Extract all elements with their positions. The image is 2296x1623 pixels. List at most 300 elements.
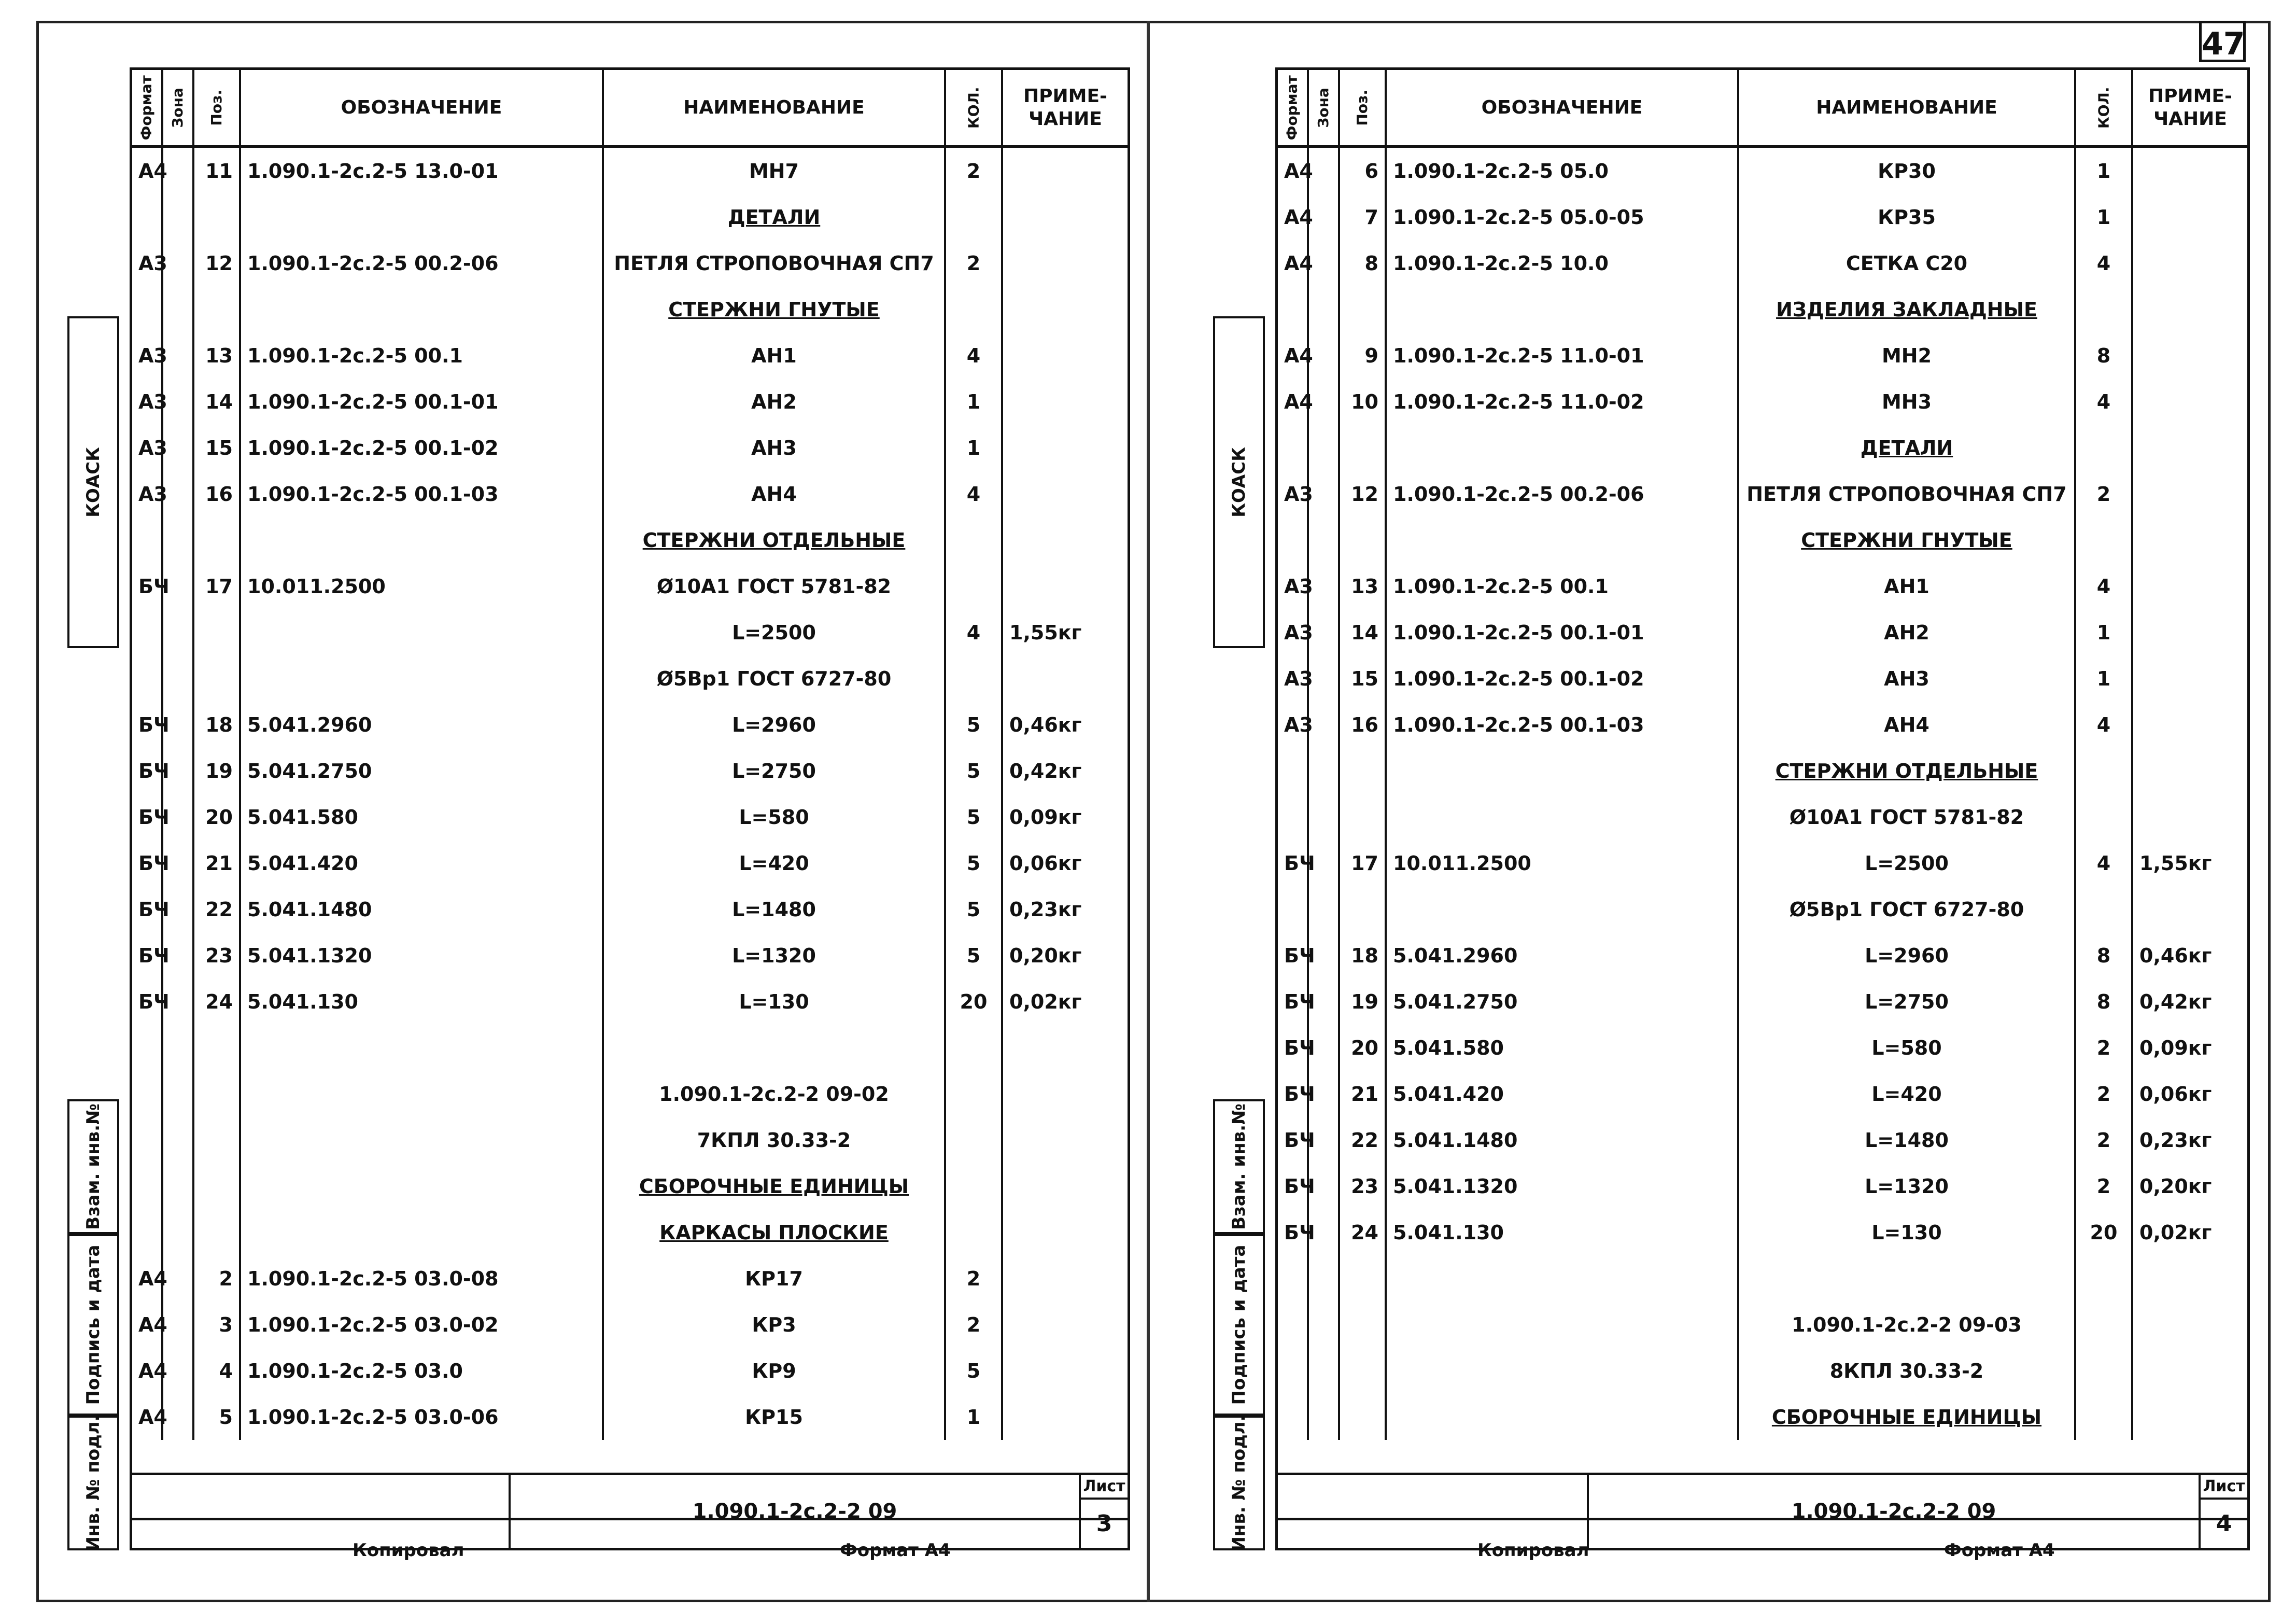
row-zone <box>1309 1071 1340 1117</box>
row-pos <box>194 1117 241 1163</box>
row-name: L=2500 <box>604 609 946 655</box>
row-pos <box>194 1071 241 1117</box>
row-format: БЧ <box>132 932 163 978</box>
sheet-number: 3 <box>1096 1510 1112 1537</box>
row-format: А3 <box>1278 655 1309 702</box>
row-designation: 5.041.1480 <box>1387 1117 1739 1163</box>
row-designation: 10.011.2500 <box>1387 840 1739 886</box>
row-pos: 17 <box>1340 840 1387 886</box>
copied-label: Копировал <box>1477 1540 1589 1561</box>
row-name: L=1480 <box>1739 1117 2076 1163</box>
header-zone: Зона <box>1309 70 1340 148</box>
row-note <box>2133 655 2247 702</box>
row-name: СТЕРЖНИ ОТДЕЛЬНЫЕ <box>604 517 946 563</box>
row-zone <box>1309 1302 1340 1348</box>
row-name: СБОРОЧНЫЕ ЕДИНИЦЫ <box>1739 1394 2076 1440</box>
row-designation: 1.090.1-2с.2-5 00.1-02 <box>241 425 604 471</box>
row-name: L=580 <box>1739 1025 2076 1071</box>
row-zone <box>1309 194 1340 240</box>
row-zone <box>163 194 194 240</box>
row-format <box>1278 517 1309 563</box>
row-name: АН3 <box>604 425 946 471</box>
header-zone: Зона <box>163 70 194 148</box>
row-qty: 4 <box>2076 379 2133 425</box>
row-designation: 1.090.1-2с.2-5 05.0 <box>1387 148 1739 194</box>
inv-replace-stamp: Взам. инв.№ <box>1213 1099 1265 1234</box>
row-pos: 5 <box>194 1394 241 1440</box>
row-format: А4 <box>132 1394 163 1440</box>
row-name: L=420 <box>1739 1071 2076 1117</box>
row-pos <box>194 1025 241 1071</box>
sheet-label: Лист <box>2201 1475 2247 1500</box>
row-pos <box>1340 1255 1387 1302</box>
row-zone <box>163 702 194 748</box>
row-qty: 8 <box>2076 932 2133 978</box>
row-designation: 1.090.1-2с.2-5 03.0-06 <box>241 1394 604 1440</box>
row-format: БЧ <box>1278 1117 1309 1163</box>
row-designation: 1.090.1-2с.2-5 00.1-02 <box>1387 655 1739 702</box>
row-name: Ø5Вр1 ГОСТ 6727-80 <box>1739 886 2076 932</box>
row-name: L=130 <box>604 978 946 1025</box>
row-note <box>2133 379 2247 425</box>
row-name: ДЕТАЛИ <box>604 194 946 240</box>
row-note <box>1003 1255 1128 1302</box>
row-pos: 14 <box>1340 609 1387 655</box>
row-qty: 1 <box>2076 609 2133 655</box>
row-zone <box>163 1348 194 1394</box>
row-designation: 5.041.1320 <box>241 932 604 978</box>
row-designation <box>1387 794 1739 840</box>
row-name: АН1 <box>604 332 946 379</box>
row-name: L=1480 <box>604 886 946 932</box>
row-zone <box>1309 978 1340 1025</box>
row-pos <box>1340 1302 1387 1348</box>
row-note: 0,09кг <box>1009 805 1082 829</box>
title-block-empty <box>132 1475 511 1548</box>
row-qty: 5 <box>946 840 1003 886</box>
header-note: ПРИМЕ- ЧАНИЕ <box>1003 70 1128 148</box>
row-format: БЧ <box>132 978 163 1025</box>
row-pos <box>1340 1394 1387 1440</box>
row-name: СТЕРЖНИ ГНУТЫЕ <box>1739 517 2076 563</box>
row-qty: 4 <box>946 471 1003 517</box>
koask-stamp: КОАСК <box>1213 316 1265 648</box>
row-format <box>1278 886 1309 932</box>
row-designation <box>241 1163 604 1209</box>
row-format <box>132 655 163 702</box>
row-qty: 8 <box>2076 332 2133 379</box>
row-name: Ø10А1 ГОСТ 5781-82 <box>604 563 946 609</box>
row-pos <box>194 655 241 702</box>
row-qty: 5 <box>946 932 1003 978</box>
row-qty: 4 <box>2076 240 2133 286</box>
row-designation <box>241 517 604 563</box>
row-pos <box>1340 286 1387 332</box>
row-qty <box>946 1117 1003 1163</box>
row-zone <box>163 332 194 379</box>
row-note: 0,20кг <box>2139 1174 2212 1198</box>
row-zone <box>1309 471 1340 517</box>
sheet-label: Лист <box>1081 1475 1128 1500</box>
corner-sheet-number: 47 <box>2199 21 2246 62</box>
row-qty: 1 <box>2076 655 2133 702</box>
row-zone <box>1309 240 1340 286</box>
page-fold <box>1147 21 1150 1602</box>
row-zone <box>163 563 194 609</box>
row-zone <box>163 609 194 655</box>
row-note <box>2133 471 2247 517</box>
row-name: L=2500 <box>1739 840 2076 886</box>
row-designation: 1.090.1-2с.2-5 13.0-01 <box>241 148 604 194</box>
row-qty <box>946 517 1003 563</box>
row-qty: 20 <box>2076 1209 2133 1255</box>
row-designation: 5.041.1320 <box>1387 1163 1739 1209</box>
row-note <box>2133 240 2247 286</box>
row-format: БЧ <box>132 794 163 840</box>
row-name: КР35 <box>1739 194 2076 240</box>
row-designation: 5.041.130 <box>1387 1209 1739 1255</box>
row-format <box>132 286 163 332</box>
row-pos: 19 <box>194 748 241 794</box>
row-designation <box>1387 517 1739 563</box>
row-format: А3 <box>132 332 163 379</box>
row-pos <box>194 517 241 563</box>
row-note <box>1003 1025 1128 1071</box>
row-zone <box>163 932 194 978</box>
header-qty: КОЛ. <box>946 70 1003 148</box>
row-designation <box>1387 1394 1739 1440</box>
row-note <box>2133 1348 2247 1394</box>
row-pos: 24 <box>1340 1209 1387 1255</box>
row-name: Ø5Вр1 ГОСТ 6727-80 <box>604 655 946 702</box>
row-zone <box>163 148 194 194</box>
row-pos: 22 <box>194 886 241 932</box>
row-qty <box>2076 794 2133 840</box>
row-designation: 1.090.1-2с.2-5 11.0-01 <box>1387 332 1739 379</box>
row-qty: 2 <box>2076 1071 2133 1117</box>
row-pos <box>1340 748 1387 794</box>
row-pos: 17 <box>194 563 241 609</box>
row-note: 0,46кг <box>1009 713 1082 736</box>
row-designation <box>1387 1302 1739 1348</box>
row-name: АН2 <box>1739 609 2076 655</box>
row-zone <box>163 1255 194 1302</box>
row-name: АН1 <box>1739 563 2076 609</box>
row-designation <box>241 286 604 332</box>
row-designation: 1.090.1-2с.2-5 00.1-03 <box>241 471 604 517</box>
row-pos <box>1340 425 1387 471</box>
row-note <box>1003 517 1128 563</box>
row-pos: 16 <box>1340 702 1387 748</box>
doc-code: 1.090.1-2с.2-2 09 <box>1589 1475 2201 1548</box>
row-format <box>132 517 163 563</box>
row-pos: 23 <box>1340 1163 1387 1209</box>
row-pos: 4 <box>194 1348 241 1394</box>
row-qty: 2 <box>2076 1025 2133 1071</box>
row-zone <box>163 1071 194 1117</box>
row-zone <box>163 1163 194 1209</box>
header-qty: КОЛ. <box>2076 70 2133 148</box>
row-format: А4 <box>132 1302 163 1348</box>
row-pos: 20 <box>194 794 241 840</box>
row-zone <box>1309 425 1340 471</box>
row-note <box>1003 240 1128 286</box>
inv-orig-stamp: Инв. № подл. <box>1213 1416 1265 1550</box>
row-qty: 8 <box>2076 978 2133 1025</box>
row-designation: 1.090.1-2с.2-5 00.2-06 <box>241 240 604 286</box>
row-name: L=580 <box>604 794 946 840</box>
row-format: А4 <box>132 1255 163 1302</box>
row-note: 0,20кг <box>1009 944 1082 967</box>
row-pos: 21 <box>194 840 241 886</box>
row-format: А3 <box>1278 609 1309 655</box>
row-pos: 9 <box>1340 332 1387 379</box>
row-name: L=420 <box>604 840 946 886</box>
row-designation: 5.041.130 <box>241 978 604 1025</box>
row-zone <box>1309 886 1340 932</box>
row-designation <box>1387 1255 1739 1302</box>
row-name: ДЕТАЛИ <box>1739 425 2076 471</box>
row-designation: 5.041.420 <box>241 840 604 886</box>
row-note: 0,23кг <box>1009 898 1082 921</box>
row-designation: 5.041.2750 <box>241 748 604 794</box>
row-designation: 1.090.1-2с.2-5 03.0 <box>241 1348 604 1394</box>
row-designation <box>241 1025 604 1071</box>
row-pos: 10 <box>1340 379 1387 425</box>
row-designation: 5.041.420 <box>1387 1071 1739 1117</box>
row-zone <box>163 1117 194 1163</box>
row-zone <box>163 1025 194 1071</box>
row-format: А4 <box>1278 148 1309 194</box>
row-designation: 5.041.2960 <box>241 702 604 748</box>
row-name: КР17 <box>604 1255 946 1302</box>
row-qty: 5 <box>946 886 1003 932</box>
row-zone <box>163 286 194 332</box>
row-name: СТЕРЖНИ ОТДЕЛЬНЫЕ <box>1739 748 2076 794</box>
row-zone <box>1309 1025 1340 1071</box>
row-qty <box>2076 1348 2133 1394</box>
row-name: Ø10А1 ГОСТ 5781-82 <box>1739 794 2076 840</box>
row-zone <box>1309 1209 1340 1255</box>
row-note <box>2133 886 2247 932</box>
row-note: 0,02кг <box>2139 1221 2212 1244</box>
row-designation: 5.041.580 <box>241 794 604 840</box>
row-name: КАРКАСЫ ПЛОСКИЕ <box>604 1209 946 1255</box>
row-qty: 1 <box>2076 148 2133 194</box>
row-format: БЧ <box>1278 978 1309 1025</box>
row-pos: 7 <box>1340 194 1387 240</box>
row-zone <box>163 748 194 794</box>
row-qty: 4 <box>946 332 1003 379</box>
row-qty <box>2076 1394 2133 1440</box>
doc-code: 1.090.1-2с.2-2 09 <box>511 1475 1081 1548</box>
row-pos: 21 <box>1340 1071 1387 1117</box>
row-designation <box>241 609 604 655</box>
row-zone <box>1309 1255 1340 1302</box>
row-note: 0,02кг <box>1009 990 1082 1013</box>
format-label: Формат А4 <box>1944 1540 2055 1561</box>
row-qty <box>2076 1255 2133 1302</box>
row-name <box>1739 1255 2076 1302</box>
row-zone <box>1309 1163 1340 1209</box>
row-zone <box>163 655 194 702</box>
row-designation: 1.090.1-2с.2-5 00.1-01 <box>1387 609 1739 655</box>
row-pos: 18 <box>194 702 241 748</box>
row-qty: 2 <box>946 1255 1003 1302</box>
row-note: 1,55кг <box>1009 621 1082 644</box>
row-format <box>132 609 163 655</box>
row-qty <box>946 1025 1003 1071</box>
row-zone <box>1309 1394 1340 1440</box>
title-block <box>130 1473 1130 1550</box>
row-note <box>1003 332 1128 379</box>
row-zone <box>1309 332 1340 379</box>
row-designation <box>1387 748 1739 794</box>
row-format: А4 <box>1278 240 1309 286</box>
row-name: 1.090.1-2с.2-2 09-03 <box>1739 1302 2076 1348</box>
row-note <box>1003 425 1128 471</box>
row-format: А4 <box>132 1348 163 1394</box>
row-name: СЕТКА С20 <box>1739 240 2076 286</box>
row-pos: 18 <box>1340 932 1387 978</box>
row-format: БЧ <box>1278 1071 1309 1117</box>
row-name: АН4 <box>1739 702 2076 748</box>
row-designation: 1.090.1-2с.2-5 10.0 <box>1387 240 1739 286</box>
row-format <box>132 194 163 240</box>
row-zone <box>1309 655 1340 702</box>
row-note <box>1003 1302 1128 1348</box>
sheet-box <box>1081 1475 1128 1548</box>
row-zone <box>163 379 194 425</box>
sheet-number: 4 <box>2216 1510 2232 1537</box>
row-qty: 5 <box>946 702 1003 748</box>
row-format: БЧ <box>132 748 163 794</box>
row-designation: 5.041.2960 <box>1387 932 1739 978</box>
row-qty <box>946 194 1003 240</box>
header-name: НАИМЕНОВАНИЕ <box>1739 70 2076 148</box>
row-note <box>1003 1394 1128 1440</box>
row-name: КР15 <box>604 1394 946 1440</box>
row-note <box>1003 563 1128 609</box>
row-format: БЧ <box>1278 932 1309 978</box>
row-note <box>1003 1348 1128 1394</box>
row-qty <box>946 1209 1003 1255</box>
row-name: 7КПЛ 30.33-2 <box>604 1117 946 1163</box>
row-designation: 5.041.580 <box>1387 1025 1739 1071</box>
row-format: А3 <box>1278 563 1309 609</box>
row-qty <box>946 1163 1003 1209</box>
row-qty: 4 <box>2076 840 2133 886</box>
row-zone <box>1309 286 1340 332</box>
row-note: 0,23кг <box>2139 1128 2212 1152</box>
spec-table <box>130 67 1130 1520</box>
row-pos: 12 <box>194 240 241 286</box>
row-name: L=2750 <box>1739 978 2076 1025</box>
row-zone <box>1309 379 1340 425</box>
row-note <box>1003 379 1128 425</box>
row-format <box>1278 794 1309 840</box>
row-note <box>1003 148 1128 194</box>
row-pos <box>194 609 241 655</box>
header-designation: ОБОЗНАЧЕНИЕ <box>1387 70 1739 148</box>
header-format: Формат <box>132 70 163 148</box>
format-label: Формат А4 <box>840 1540 951 1561</box>
row-qty: 4 <box>2076 702 2133 748</box>
row-note <box>1003 194 1128 240</box>
row-designation: 5.041.2750 <box>1387 978 1739 1025</box>
row-zone <box>1309 932 1340 978</box>
row-qty: 2 <box>2076 471 2133 517</box>
row-pos: 20 <box>1340 1025 1387 1071</box>
row-format <box>132 1163 163 1209</box>
row-format: БЧ <box>1278 1209 1309 1255</box>
row-qty: 2 <box>946 240 1003 286</box>
row-format <box>1278 1302 1309 1348</box>
row-pos: 13 <box>194 332 241 379</box>
row-designation: 1.090.1-2с.2-5 00.2-06 <box>1387 471 1739 517</box>
row-format: А4 <box>1278 379 1309 425</box>
row-pos <box>194 286 241 332</box>
header-pos: Поз. <box>1340 70 1387 148</box>
row-name: МН7 <box>604 148 946 194</box>
row-note: 0,09кг <box>2139 1036 2212 1059</box>
row-qty <box>946 286 1003 332</box>
row-format: А3 <box>132 425 163 471</box>
row-pos: 2 <box>194 1255 241 1302</box>
row-format: БЧ <box>1278 1163 1309 1209</box>
row-qty: 1 <box>946 1394 1003 1440</box>
row-pos <box>194 1209 241 1255</box>
row-zone <box>163 240 194 286</box>
row-name: АН2 <box>604 379 946 425</box>
row-pos <box>1340 886 1387 932</box>
row-note <box>2133 1255 2247 1302</box>
header-pos: Поз. <box>194 70 241 148</box>
row-pos <box>194 1163 241 1209</box>
row-note: 0,06кг <box>1009 851 1082 875</box>
row-name: МН3 <box>1739 379 2076 425</box>
row-format <box>132 1071 163 1117</box>
row-designation: 1.090.1-2с.2-5 00.1-01 <box>241 379 604 425</box>
spec-page-left <box>52 67 1130 1561</box>
row-name: L=130 <box>1739 1209 2076 1255</box>
row-note <box>2133 1302 2247 1348</box>
row-qty: 5 <box>946 794 1003 840</box>
row-designation <box>1387 425 1739 471</box>
row-zone <box>1309 609 1340 655</box>
row-qty <box>2076 425 2133 471</box>
row-note: 0,46кг <box>2139 944 2212 967</box>
row-note: 0,42кг <box>1009 759 1082 782</box>
koask-stamp: КОАСК <box>67 316 119 648</box>
row-designation: 1.090.1-2с.2-5 11.0-02 <box>1387 379 1739 425</box>
row-designation: 1.090.1-2с.2-5 03.0-08 <box>241 1255 604 1302</box>
row-name: 1.090.1-2с.2-2 09-02 <box>604 1071 946 1117</box>
row-qty: 20 <box>946 978 1003 1025</box>
row-pos <box>1340 517 1387 563</box>
row-format <box>132 1209 163 1255</box>
row-format: БЧ <box>132 702 163 748</box>
row-format <box>1278 1394 1309 1440</box>
row-pos <box>1340 794 1387 840</box>
inv-orig-stamp: Инв. № подл. <box>67 1416 119 1550</box>
row-format: А3 <box>132 240 163 286</box>
row-designation: 10.011.2500 <box>241 563 604 609</box>
row-format: БЧ <box>1278 1025 1309 1071</box>
row-name: СБОРОЧНЫЕ ЕДИНИЦЫ <box>604 1163 946 1209</box>
row-qty <box>2076 886 2133 932</box>
row-note <box>1003 1071 1128 1117</box>
